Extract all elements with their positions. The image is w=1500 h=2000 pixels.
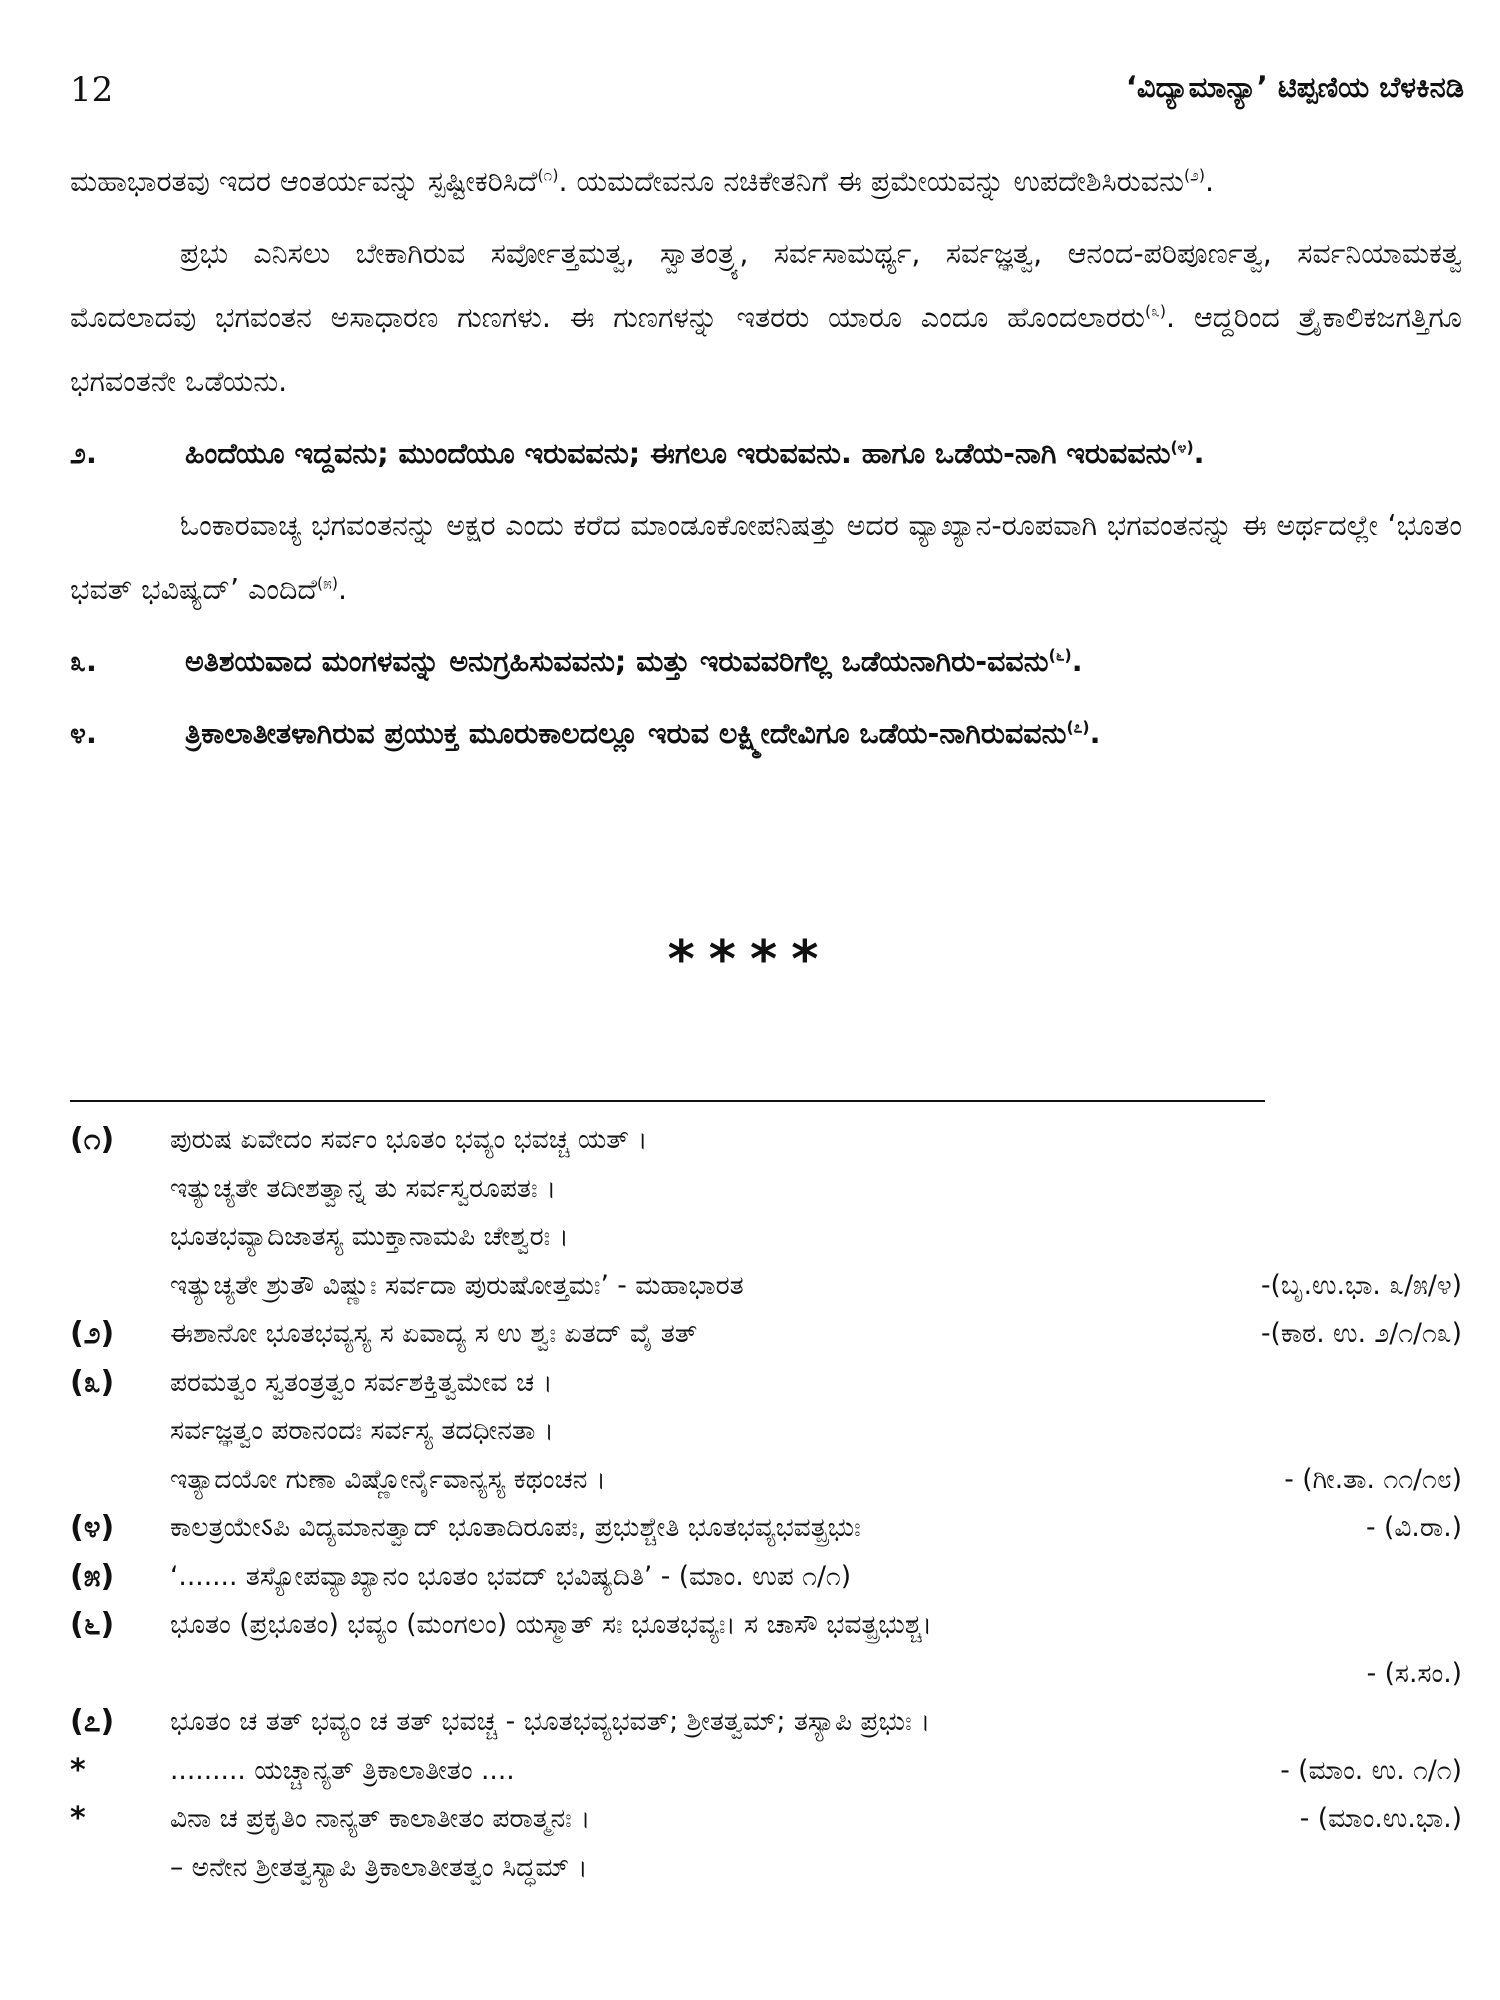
footnote-1: (೧) ಪುರುಷ ಏವೇದಂ ಸರ್ವಂ ಭೂತಂ ಭವ್ಯಂ ಭವಚ್ಚ ಯತ್ । ಇತ್ಯುಚ್ಯತೇ ತದೀಶತ್ವಾನ್ನ ತು ಸರ್ವಸ್ವರೂಪತಃ । ಭೂತಭವ್ಯಾದಿಜಾತಸ್ಯ ಮುಕ್ತಾನಾಮಪಿ ಚೇಶ್ವರಃ । ಇತ್ಯುಚ್ಯತೇ ಶ್ರುತೌ ವಿಷ್ಣುಃ ಸರ್ವದಾ ಪುರುಷೋತ್ತಮಃ’ - ಮಹಾಭಾರತ -(ಬೃ.ಉ.ಭಾ. ೩/೫/೪) — [70, 1116, 1462, 1310]
footnote-divider — [70, 1100, 1265, 1102]
item-number: ೨. — [70, 437, 97, 470]
source-reference: - (ಗೀ.ತಾ. ೧೧/೧೮) — [1284, 1463, 1462, 1495]
footnote-ref: (೫) — [316, 573, 338, 593]
asterisk-marker: * — [70, 1752, 86, 1788]
footnote-3: (೩) ಪರಮತ್ವಂ ಸ್ವತಂತ್ರತ್ವಂ ಸರ್ವಶಕ್ತಿತ್ವಮೇವ ಚ । ಸರ್ವಜ್ಞತ್ವಂ ಪರಾನಂದಃ ಸರ್ವಸ್ಯ ತದಧೀನತಾ । ಇತ್ಯಾದಯೋ ಗುಣಾ ವಿಷ್ಣೋರ್ನೈವಾನ್ಯಸ್ಯ ಕಥಂಚನ । - (ಗೀ.ತಾ. ೧೧/೧೮) — [70, 1359, 1462, 1505]
footnote-ref: (೬) — [1048, 645, 1072, 665]
paragraph-qualities: ಪ್ರಭು ಎನಿಸಲು ಬೇಕಾಗಿರುವ ಸರ್ವೋತ್ತಮತ್ವ, ಸ್ವಾತಂತ್ರ್ಯ, ಸರ್ವಸಾಮರ್ಥ್ಯ, ಸರ್ವಜ್ಞತ್ವ, ಆನಂದ-ಪರಿಪೂರ್ಣತ್ವ, ಸರ್ವನಿಯಾಮಕತ್ವ ಮೊದಲಾದವು ಭಗವಂತನ ಅಸಾಧಾರಣ ಗುಣಗಳು. ಈ ಗುಣಗಳನ್ನು ಇತರರು ಯಾರೂ ಎಂದೂ ಹೊಂದಲಾರರು$^{(೩)}$. ಆದ್ದರಿಂದ ತ್ರೈಕಾಲಿಕಜಗತ್ತಿಗೂ ಭಗವಂತನೇ ಒಡೆಯನು. — [70, 237, 1462, 398]
footnote-7: (೭) ಭೂತಂ ಚ ತತ್ ಭವ್ಯಂ ಚ ತತ್ ಭವಚ್ಚ - ಭೂತಭವ್ಯಭವತ್; ಶ್ರೀತತ್ವಮ್; ತಸ್ಯಾಪಿ ಪ್ರಭುಃ । — [70, 1698, 1462, 1747]
source-reference: - (ಮಾಂ.ಉ.ಭಾ.) — [1299, 1803, 1462, 1834]
footnote-marker: (೩) — [70, 1364, 115, 1400]
footnote-marker: (೭) — [70, 1704, 115, 1739]
item-text: ತ್ರಿಕಾಲಾತೀತಳಾಗಿರುವ ಪ್ರಯುಕ್ತ ಮೂರುಕಾಲದಲ್ಲೂ ಇರುವ ಲಕ್ಷ್ಮೀದೇವಿಗೂ ಒಡೆಯ-ನಾಗಿರುವವನು$^{(೭)}$. — [185, 717, 1101, 750]
item-text: ಅತಿಶಯವಾದ ಮಂಗಳವನ್ನು ಅನುಗ್ರಹಿಸುವವನು; ಮತ್ತು ಇರುವವರಿಗೆಲ್ಲ ಒಡೆಯನಾಗಿರು-ವವನು$^{(೬)}$. — [185, 645, 1083, 678]
section-separator-stars: **** — [667, 930, 833, 990]
main-text — [70, 150, 1462, 774]
footnote-ref: (೧) — [537, 165, 559, 185]
footnote-star-2: * ವಿನಾ ಚ ಪ್ರಕೃತಿಂ ನಾನ್ಯತ್ ಕಾಲಾತೀತಂ ಪರಾತ್ಮನಃ । - (ಮಾಂ.ಉ.ಭಾ.) – ಅನೇನ ಶ್ರೀತತ್ವಸ್ಯಾಪಿ ತ್ರಿಕಾಲಾತೀತತ್ವಂ ಸಿದ್ಧಮ್ । — [70, 1795, 1462, 1892]
footnote-ref: (೨) — [1184, 165, 1205, 185]
footnote-6: (೬) ಭೂತಂ (ಪ್ರಭೂತಂ) ಭವ್ಯಂ (ಮಂಗಲಂ) ಯಸ್ಮಾತ್ ಸಃ ಭೂತಭವ್ಯಃ। ಸ ಚಾಸೌ ಭವತ್ಪ್ರಭುಶ್ಚ। - (ಸ.ಸಂ.) — [70, 1601, 1462, 1698]
source-reference: -(ಕಾಠ. ಉ. ೨/೧/೧೩) — [1261, 1318, 1462, 1349]
paragraph-mandukya: ಓಂಕಾರವಾಚ್ಯ ಭಗವಂತನನ್ನು ಅಕ್ಷರ ಎಂದು ಕರೆದ ಮಾಂಡೂಕೋಪನಿಷತ್ತು ಅದರ ವ್ಯಾಖ್ಯಾನ-ರೂಪವಾಗಿ ಭಗವಂತನನ್ನು ಈ ಅರ್ಥದಲ್ಲೇ ‘ಭೂತಂ ಭವತ್ ಭವಿಷ್ಯದ್’ ಎಂದಿದೆ$^{(೫)}$. — [70, 509, 1462, 606]
source-reference: -(ಬೃ.ಉ.ಭಾ. ೩/೫/೪) — [1260, 1269, 1462, 1301]
source-reference: - (ವಿ.ರಾ.) — [1366, 1512, 1462, 1543]
numbered-item-2 — [70, 422, 1462, 486]
footnote-marker: (೧) — [70, 1122, 115, 1157]
asterisk-marker: * — [70, 1801, 86, 1836]
paragraph-intro: ಮಹಾಭಾರತವು ಇದರ ಆಂತರ್ಯವನ್ನು ಸ್ಪಷ್ಟೀಕರಿಸಿದೆ$^{(೧)}$. ಯಮದೇವನೂ ನಚಿಕೇತನಿಗೆ ಈ ಪ್ರಮೇಯವನ್ನು ಉಪದೇಶಿಸಿರುವನು$^{(೨)}$. — [70, 165, 1215, 198]
numbered-item-3 — [70, 630, 1462, 694]
footnote-marker: (೫) — [70, 1558, 115, 1594]
source-reference: - (ಸ.ಸಂ.) — [1366, 1657, 1462, 1689]
footnote-5: (೫) ‘....... ತಸ್ಯೋಪವ್ಯಾಖ್ಯಾನಂ ಭೂತಂ ಭವದ್ ಭವಿಷ್ಯದಿತಿ’ - (ಮಾಂ. ಉಪ ೧/೧) — [70, 1553, 1462, 1602]
numbered-item-4 — [70, 702, 1462, 766]
footnote-ref: (೪) — [1170, 437, 1194, 457]
item-number: ೪. — [70, 717, 97, 750]
page-number: 12 — [70, 70, 114, 110]
footnote-4: (೪) ಕಾಲತ್ರಯೇऽಪಿ ವಿದ್ಯಮಾನತ್ವಾದ್ ಭೂತಾದಿರೂಪಃ, ಪ್ರಭುಶ್ಚೇತಿ ಭೂತಭವ್ಯಭವತ್ಪ್ರಭುಃ - (ವಿ.ರಾ.) — [70, 1504, 1462, 1553]
footnote-marker: (೬) — [70, 1607, 115, 1642]
source-reference: - (ಮಾಂ. ಉ. ೧/೧) — [1280, 1754, 1462, 1786]
footnote-ref: (೭) — [1066, 717, 1090, 737]
running-title: ‘ವಿದ್ಯಾಮಾನ್ಯಾ’ ಟಿಪ್ಪಣಿಯ ಬೆಳಕಿನಡಿ — [1125, 70, 1464, 104]
footnote-star-1: * ......... ಯಚ್ಚಾನ್ಯತ್ ತ್ರಿಕಾಲಾತೀತಂ .... - (ಮಾಂ. ಉ. ೧/೧) — [70, 1747, 1462, 1796]
item-number: ೩. — [70, 645, 97, 678]
footnotes — [70, 1116, 1462, 1892]
footnote-2: (೨) ಈಶಾನೋ ಭೂತಭವ್ಯಸ್ಯ ಸ ಏವಾದ್ಯ ಸ ಉ ಶ್ವಃ ಏತದ್ ವೈ ತತ್ -(ಕಾಠ. ಉ. ೨/೧/೧೩) — [70, 1310, 1462, 1359]
item-text: ಹಿಂದೆಯೂ ಇದ್ದವನು; ಮುಂದೆಯೂ ಇರುವವನು; ಈಗಲೂ ಇರುವವನು. ಹಾಗೂ ಒಡೆಯ-ನಾಗಿ ಇರುವವನು$^{(೪)}$. — [185, 437, 1205, 470]
footnote-marker: (೨) — [70, 1316, 115, 1351]
footnote-marker: (೪) — [70, 1510, 115, 1545]
footnote-ref: (೩) — [1145, 301, 1166, 321]
